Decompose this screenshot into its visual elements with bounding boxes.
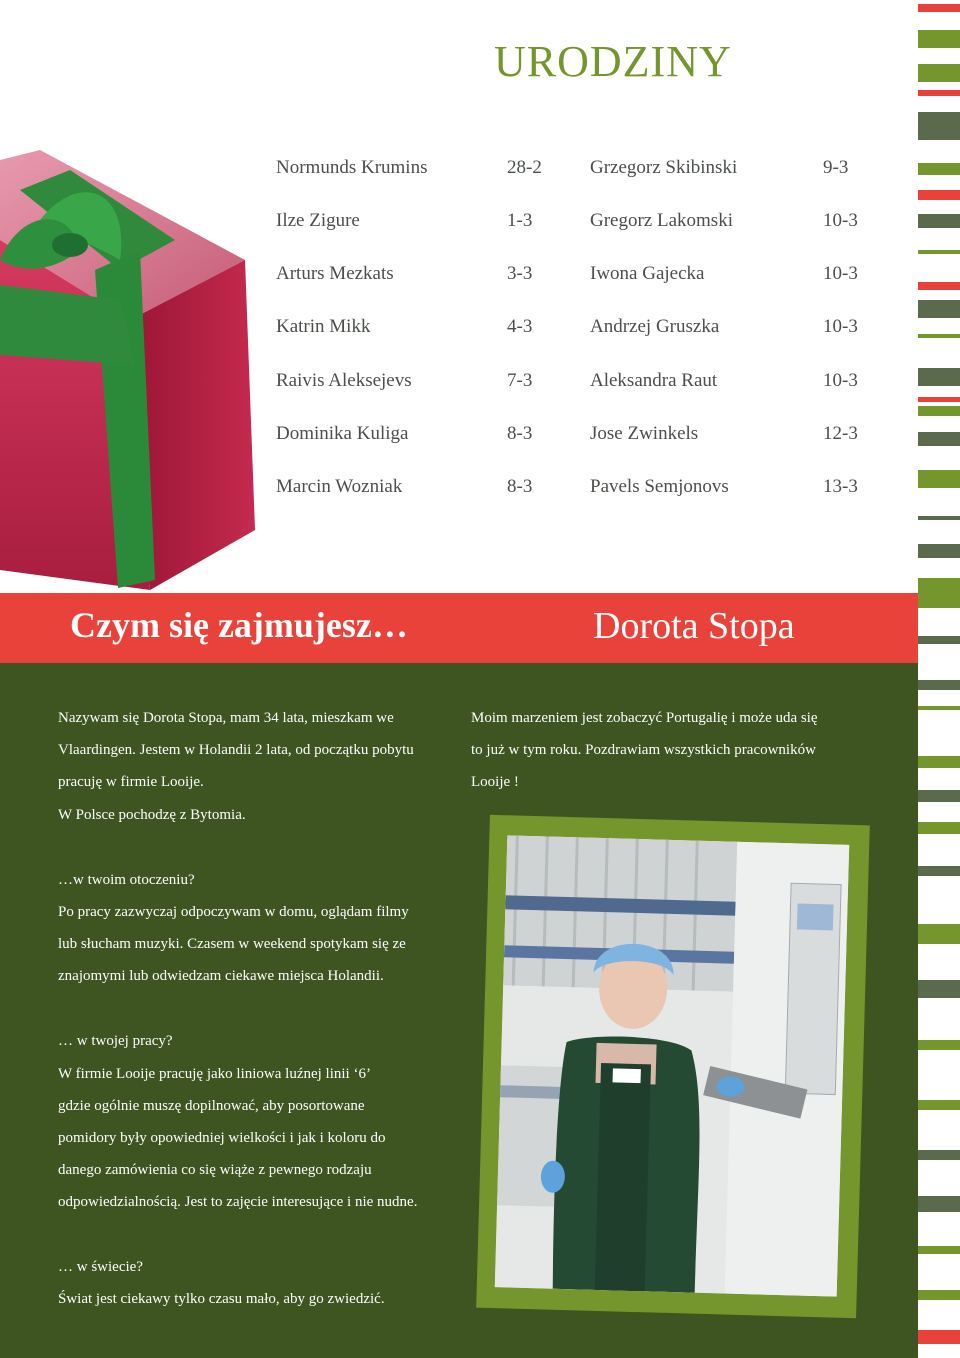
birthday-name: Katrin Mikk: [276, 316, 371, 337]
text-line: lub słucham muzyki. Czasem w weekend spotykam się ze: [58, 936, 406, 952]
birthday-date: 3-3: [507, 263, 533, 284]
stripe: [918, 578, 960, 608]
birthday-date: 1-3: [507, 210, 533, 231]
stripe: [918, 866, 960, 876]
birthday-name: Gregorz Lakomski: [590, 210, 733, 231]
section-heading: …w twoim otoczeniu?: [58, 872, 195, 888]
stripe: [918, 64, 960, 82]
birthday-date: 12-3: [823, 423, 858, 444]
stripe: [918, 1150, 960, 1160]
section-heading: … w świecie?: [58, 1259, 143, 1275]
section-heading: … w twojej pracy?: [58, 1033, 173, 1049]
stripe: [918, 544, 960, 558]
stripe: [918, 282, 960, 290]
stripe: [918, 406, 960, 416]
birthday-date: 7-3: [507, 370, 533, 391]
birthday-date: 4-3: [507, 316, 533, 337]
stripe: [918, 1246, 960, 1254]
stripe: [918, 163, 960, 175]
text-line: Po pracy zazwyczaj odpoczywam w domu, oglądam filmy: [58, 904, 409, 920]
stripe: [918, 1100, 960, 1110]
birthday-name: Normunds Krumins: [276, 157, 428, 178]
text-line: znajomymi lub odwiedzam ciekawe miejsca Holandii.: [58, 968, 384, 984]
birthday-name: Andrzej Gruszka: [590, 316, 720, 337]
stripe: [918, 470, 960, 488]
birthday-date: 10-3: [823, 370, 858, 391]
birthday-name: Jose Zwinkels: [590, 423, 699, 444]
text-line: gdzie ogólnie muszę dopilnować, aby posortowane: [58, 1098, 365, 1114]
stripe: [918, 1290, 960, 1300]
stripe: [918, 1196, 960, 1212]
text-line: Vlaardingen. Jestem w Holandii 2 lata, od początku pobytu: [58, 742, 414, 758]
stripe: [918, 1330, 960, 1344]
birthday-date: 10-3: [823, 210, 858, 231]
birthday-date: 9-3: [823, 157, 849, 178]
stripe: [918, 190, 960, 200]
stripe: [918, 706, 960, 710]
text-line: W firmie Looije pracuję jako liniowa luźnej linii ‘6’: [58, 1066, 371, 1082]
text-line: Nazywam się Dorota Stopa, mam 34 lata, mieszkam we: [58, 710, 394, 726]
birthday-name: Ilze Zigure: [276, 210, 360, 231]
stripe: [918, 1040, 960, 1050]
text-line: odpowiedzialnością. Jest to zajęcie interesujące i nie nudne.: [58, 1194, 418, 1210]
birthday-date: 28-2: [507, 157, 542, 178]
birthday-name: Aleksandra Raut: [590, 370, 718, 391]
birthday-name: Raivis Aleksejevs: [276, 370, 412, 391]
stripe: [918, 924, 960, 944]
text-line: pracuję w firmie Looije.: [58, 774, 204, 790]
birthday-name: Iwona Gajecka: [590, 263, 705, 284]
stripe: [918, 4, 960, 12]
stripe: [918, 980, 960, 998]
interviewee-name: Dorota Stopa: [593, 605, 795, 647]
stripe: [918, 397, 960, 402]
page-title: URODZINY: [494, 37, 732, 86]
birthday-name: Pavels Semjonovs: [590, 476, 729, 497]
birthday-date: 13-3: [823, 476, 858, 497]
portrait-illustration: [495, 835, 849, 1296]
stripe: [918, 334, 960, 338]
stripe: [918, 822, 960, 834]
stripe: [918, 250, 960, 254]
text-line: Świat jest ciekawy tylko czasu mało, aby go zwiedzić.: [58, 1291, 385, 1307]
text-line: Looije !: [471, 774, 519, 790]
birthday-date: 10-3: [823, 316, 858, 337]
birthday-name: Marcin Wozniak: [276, 476, 403, 497]
birthday-date: 10-3: [823, 263, 858, 284]
stripe: [918, 516, 960, 520]
stripe: [918, 300, 960, 318]
stripe: [918, 790, 960, 802]
stripe: [918, 432, 960, 446]
section-question: Czym się zajmujesz…: [70, 605, 408, 645]
stripe: [918, 30, 960, 48]
text-line: to już w tym roku. Pozdrawiam wszystkich pracowników: [471, 742, 816, 758]
birthday-date: 8-3: [507, 423, 533, 444]
birthday-name: Arturs Mezkats: [276, 263, 394, 284]
text-line: W Polsce pochodzę z Bytomia.: [58, 807, 246, 823]
portrait-photo: [495, 835, 849, 1296]
stripe: [918, 90, 960, 96]
birthday-name: Dominika Kuliga: [276, 423, 409, 444]
text-line: Moim marzeniem jest zobaczyć Portugalię i może uda się: [471, 710, 818, 726]
stripe: [918, 214, 960, 228]
text-line: danego zamówienia co się wiąże z pewnego rodzaju: [58, 1162, 372, 1178]
stripe: [918, 680, 960, 690]
stripe: [918, 112, 960, 140]
decorative-stripes: [918, 0, 960, 1358]
text-line: pomidory były opowiedniej wielkości i jak i koloru do: [58, 1130, 386, 1146]
stripe: [918, 636, 960, 644]
stripe: [918, 756, 960, 768]
birthday-name: Grzegorz Skibinski: [590, 157, 738, 178]
gift-box-illustration: [0, 150, 260, 600]
birthday-date: 8-3: [507, 476, 533, 497]
stripe: [918, 368, 960, 386]
